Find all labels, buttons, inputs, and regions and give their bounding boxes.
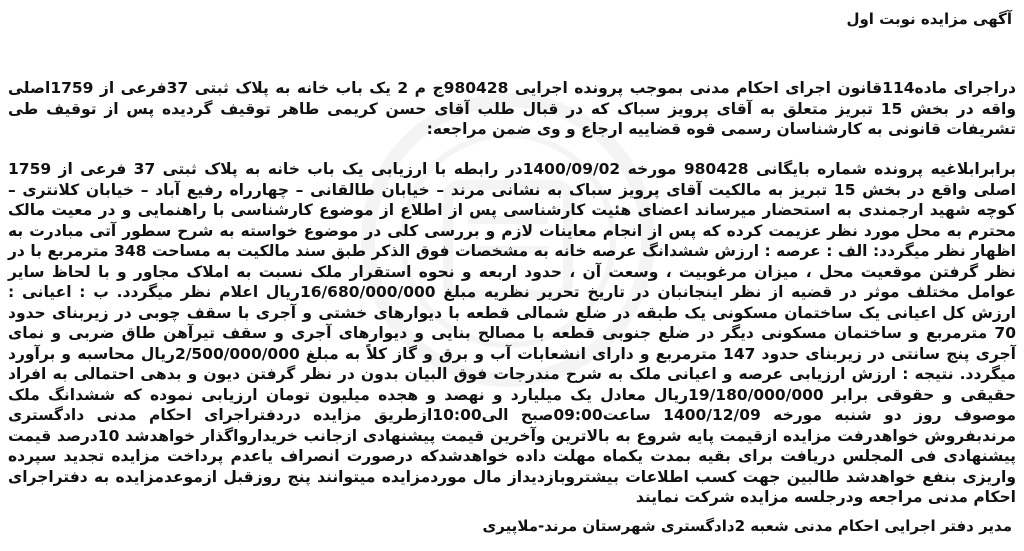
notice-page — [8, 0, 1016, 551]
notice-intro-paragraph: دراجرای ماده114قانون اجرای احکام مدنی بموجب پرونده اجرایی 980428ج م 2 یک باب خانه به پلاک ثبتی 37فرعی از 1759اصلی واقه در بخش 15 تبریز متعلق به آقای پرویز سباک که در قبال طلب آقای حسن کریمی طاهر توقیف گردیده پس از توقیف طی تشریفات قانونی به کارشناسان رسمی قوه قضاییه ارجاع و وی ضمن مراجعه: — [8, 79, 1017, 138]
notice-signature: مدیر دفتر اجرایی احکام مدنی شعبه 2دادگستری شهرستان مرند-ملاپیری — [482, 517, 1012, 535]
notice-title: آگهی مزایده نوبت اول — [846, 10, 1012, 28]
notice-body-paragraph: برابرابلاغیه پرونده شماره بایگانی 980428 مورخه 1400/09/02در رابطه با ارزیابی یک باب خانه به پلاک ثبتی 37 فرعی از 1759 اصلی واقع در بخش 15 تبریز به مالکیت آقای پرویز سباک به نشانی مرند – خیابان طالقانی – چهارراه رفیع آباد – خیابان کلانتری – کوچه شهید ارجمندی به استحضار میرساند اعضای هئیت کارشناسی پس از اطلاع از موضوع کارشناسی با راهنمایی و در معیت مالک محترم به محل مورد نظر عزیمت کرده که پس از انجام معاینات لازم و بررسی کلی در موضوع خواسته به شرح سطور آتی مبادرت به اظهار نظر میگردد: الف : عرصه : ارزش ششدانگ عرصه خانه به مشخصات فوق الذکر طبق سند مالکیت به مساحت 348 مترمربع با در نظر گرفتن موقعیت محل ، میزان مرغوبیت ، وسعت آن ، حدود اربعه و نحوه استقرار ملک نسبت به املاک مجاور و با لحاظ سایر عوامل مختلف موثر در قضیه از نظر اینجانبان در تاریخ تحریر نظریه مبلغ 16/680/000/000ریال اعلام نظر میگردد. ب : اعیانی : ارزش کل اعیانی یک ساختمان مسکونی یک طبقه در ضلع شمالی قطعه با دیوارهای خشتی و آجری با سقف چوبی در زیربنای حدود 70 مترمربع و ساختمان مسکونی دیگر در ضلع جنوبی قطعه با مصالح بنایی و دیوارهای آجری و سقف تیرآهن طاق ضربی و نمای آجری پنج سانتی در زیربنای حدود 147 مترمربع و دارای انشعابات آب و برق و گاز کلاً به مبلغ 2/500/000/000ریال محاسبه و برآورد میگردد. نتیجه : ارزش ارزیابی عرصه و اعیانی ملک به شرح مندرجات فوق البیان بدون در نظر گرفتن دیون و بدهی احتمالی به افراد حقیقی و حقوقی برابر 19/180/000/000ریال معادل یک میلیارد و نهصد و هجده میلیون تومان ارزیابی نموده که ششدانگ ملک موصوف روز دو شنبه مورخه 1400/12/09 ساعت09:00صبح الی10:00ازطریق مزایده دردفتراجرای احکام مدنی دادگستری مرندبفروش خواهدرفت مزایده ازقیمت پایه شروع به بالاترین وآخرین قیمت پیشنهادی ازجانب خریدارواگذار خواهدشد 10درصد قیمت پیشنهادی فی المجلس دریافت برای بقیه بمدت یکماه مهلت داده خواهدشدکه درصورت انصراف یاعدم پرداخت مزایده تجدید سپرده واریزی بنفع خواهدشد طالبین جهت کسب اطلاعات بیشتروبازدیداز مال موردمزایده میتوانند پنج روزقبل ازموعدمزایده به دفتراجرای احکام مدنی مراجعه ودرجلسه مزایده شرکت نمایند — [8, 160, 1017, 506]
